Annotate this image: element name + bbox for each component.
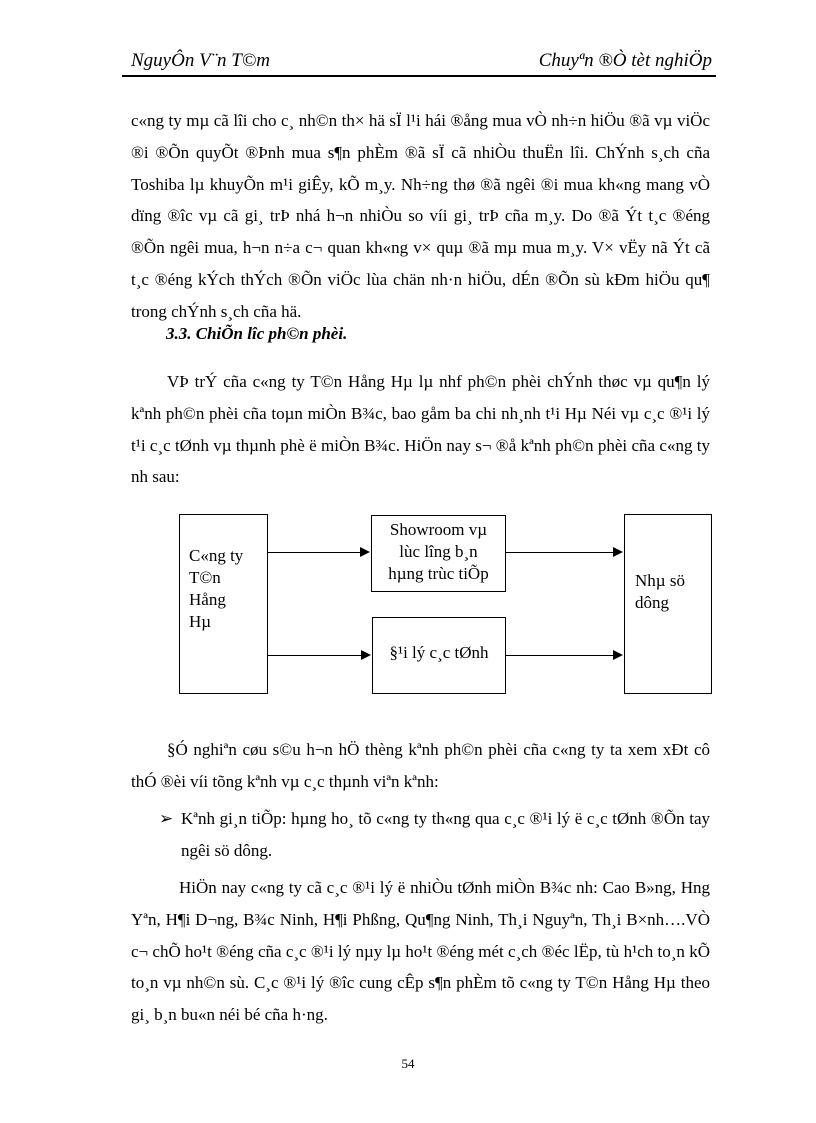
- section-heading: 3.3. ChiÕn lîc ph©n phèi.: [166, 324, 348, 343]
- header-title: Chuyªn ®Ò tèt nghiÖp: [538, 50, 712, 71]
- arrow-company-to-agents: [268, 655, 369, 656]
- users-line-2: dông: [635, 593, 669, 612]
- company-box: [179, 514, 268, 694]
- paragraph-2: VÞ trÝ cña c«ng ty T©n Hång Hµ lµ nhf ph©n phèi chÝnh thøc vµ qu¶n lý kªnh ph©n phèi cña toµn miÒn B¾c, bao gåm ba chi nh¸nh t¹i Hµ Néi vµ c¸c ®¹i lý t¹i c¸c tØnh vµ thµnh phè ë miÒn B¾c. HiÖn nay s¬ ®å kªnh ph©n phèi cña c«ng ty nh sau:: [131, 372, 710, 487]
- showroom-line-2: lùc lîng b¸n: [399, 542, 478, 561]
- arrow-showroom-to-users: [506, 552, 621, 553]
- arrow-bullet-icon: ➢: [159, 809, 174, 829]
- company-line-2: T©n: [189, 568, 221, 587]
- header-rule: [122, 75, 716, 77]
- agents-box: [372, 617, 506, 694]
- page-number: 54: [401, 1056, 415, 1071]
- paragraph-4: HiÖn nay c«ng ty cã c¸c ®¹i lý ë nhiÒu tØnh miÒn B¾c nh: Cao B»ng, Hng Yªn, H¶i D¬ng, B¾c Ninh, H¶i Phßng, Qu¶ng Ninh, Th¸i Nguyªn, Th¸i B×nh….VÒ c¬ chÕ ho¹t ®éng cña c¸c ®¹i lý nµy lµ ho¹t ®éng mét c¸ch ®éc lËp, tù h¹ch to¸n kÕ to¸n vµ nh©n sù. C¸c ®¹i lý ®îc cung cÊp s¶n phÈm tõ c«ng ty T©n Hång Hµ theo gi¸ b¸n bu«n néi bé cña h·ng.: [131, 878, 710, 1025]
- showroom-line-3: hµng trùc tiÕp: [388, 564, 489, 583]
- users-line-1: Nhµ sö: [635, 571, 685, 590]
- company-line-1: C«ng ty: [189, 546, 244, 565]
- showroom-box: [371, 515, 506, 592]
- header-author: NguyÔn V¨n T©m: [131, 50, 270, 71]
- end-users-box: [624, 514, 712, 694]
- company-line-3: Hång: [189, 590, 226, 609]
- arrow-agents-to-users: [506, 655, 621, 656]
- agents-label: §¹i lý c¸c tØnh: [389, 643, 489, 662]
- paragraph-1: c«ng ty mµ cã lîi cho c¸ nh©n th× hä sÏ l¹i hái ®ång mua vÒ nh÷n hiÖu ®ã vµ viÖc ®i ®Õn quyÕt ®Þnh mua s¶n phÈm ®ã sÏ cã nhiÒu thuËn lîi. ChÝnh s¸ch cña Toshiba lµ khuyÕn m¹i giÊy, kÕ m¸y. Nh÷ng thø ®ã ngêi ®i mua kh«ng mang vÒ dïng ®îc vµ cã gi¸ trÞ nhá h¬n nhiÒu so víi gi¸ trÞ cña m¸y. Do ®ã Ýt t¸c ®éng ®Õn ngêi mua, h¬n n÷a c¬ quan kh«ng v× quµ ®ã mµ mua m¸y. V× vËy nã Ýt cã t¸c ®éng kÝch thÝch ®Õn viÖc lùa chän nh·n hiÖu, dÉn ®Õn sù kÐm hiÖu qu¶ trong chÝnh s¸ch cña hä.: [131, 111, 710, 321]
- showroom-line-1: Showroom vµ: [389, 520, 488, 539]
- company-line-4: Hµ: [189, 612, 212, 631]
- paragraph-3: §Ó nghiªn cøu s©u h¬n hÖ thèng kªnh ph©n phèi cña c«ng ty ta xem xÐt cô thÓ ®èi víi tõng kªnh vµ c¸c thµnh viªn kªnh:: [131, 740, 710, 791]
- arrow-company-to-showroom: [268, 552, 368, 553]
- bullet-item: Kªnh gi¸n tiÕp: hµng ho¸ tõ c«ng ty th«ng qua c¸c ®¹i lý ë c¸c tØnh ®Õn tay ngêi sö dông.: [181, 809, 710, 860]
